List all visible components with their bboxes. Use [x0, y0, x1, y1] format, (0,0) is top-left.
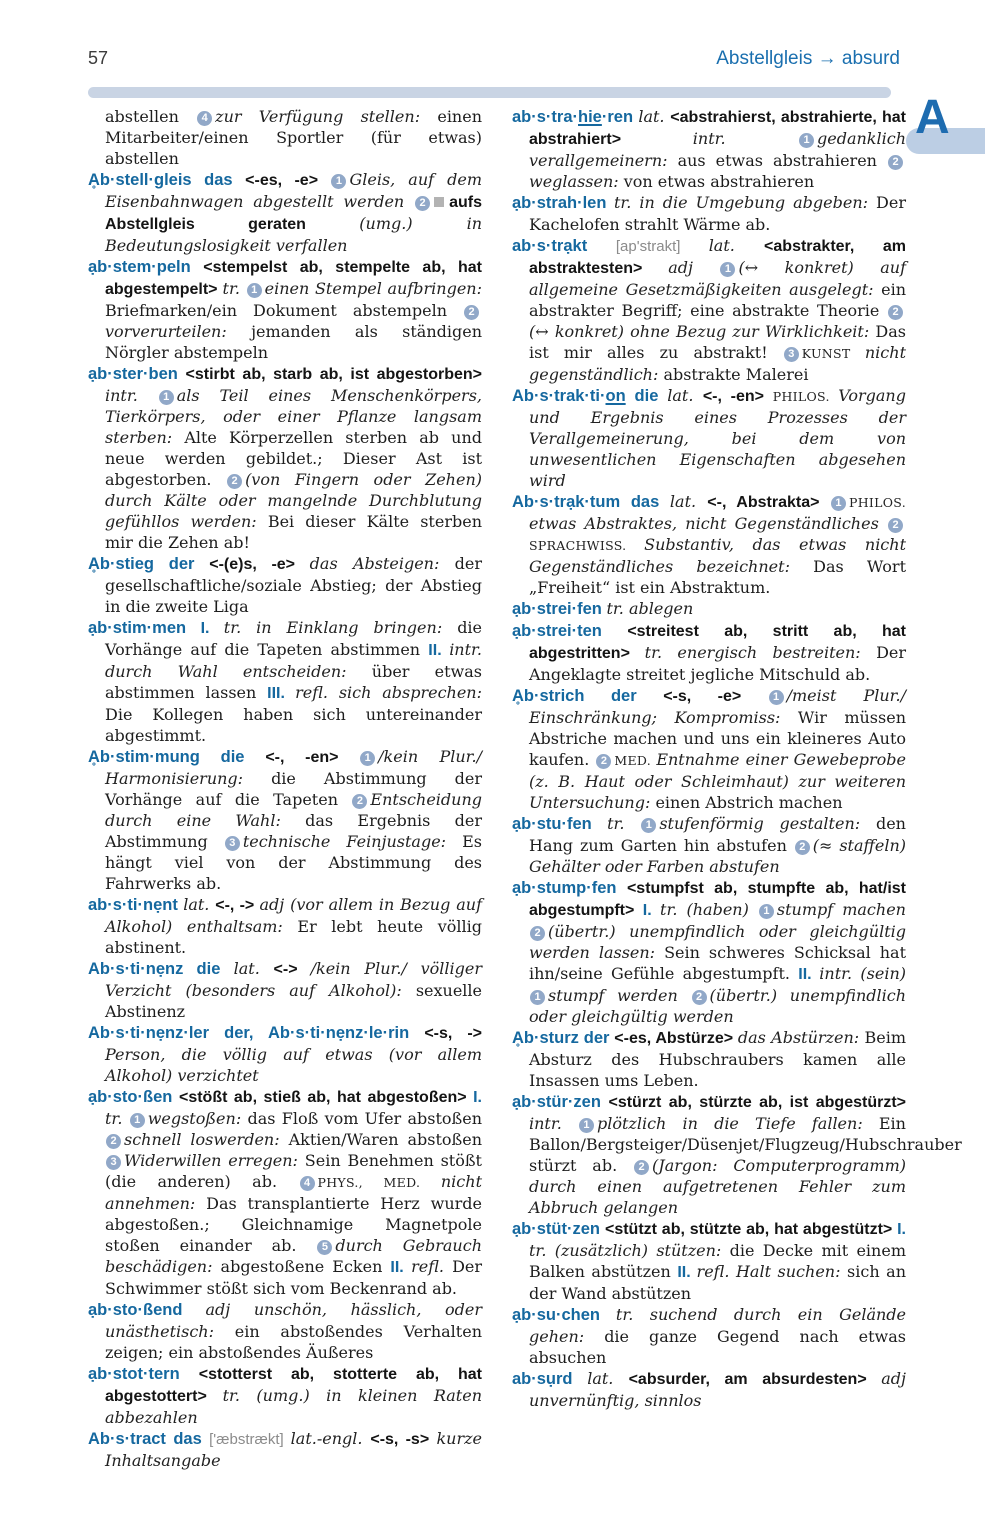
entry-text: refl.	[696, 1262, 736, 1281]
entry-text: einen Abstrich machen	[655, 793, 843, 812]
sense-number-badge: 2	[464, 305, 479, 320]
entry-text: II.	[798, 966, 820, 983]
dictionary-entry	[512, 1027, 906, 1091]
entry-text: über etwas abstimmen lassen	[105, 662, 482, 702]
entry-text: intr.	[529, 1114, 578, 1133]
entry-text: <-s, -e>	[663, 688, 768, 705]
entry-text: die	[220, 748, 266, 766]
entry-text: zur Verfügung stellen:	[215, 107, 438, 126]
entry-text: (umg.) in kleinen Raten abbezahlen	[105, 1386, 482, 1427]
dictionary-entry	[88, 363, 482, 553]
entry-text: durch Wahl entscheiden:	[105, 662, 372, 681]
entry-text: [ap'strakt]	[615, 238, 709, 255]
entry-text: Der Kachelofen strahlt Wärme ab.	[529, 193, 906, 234]
sense-number-badge: 4	[197, 111, 212, 126]
entry-text: technische Feinjustage:	[242, 832, 463, 851]
entry-text: <-, -en>	[702, 388, 773, 405]
entry-text: das Absteigen:	[309, 554, 455, 573]
entry-text: (↔ konkret) ohne Bezug zur Wirklichkeit:	[529, 322, 876, 341]
sense-number-badge: 1	[769, 690, 784, 705]
headword: Ab·s·trak·ti·	[512, 387, 606, 405]
headword: ạb·stump·fen	[512, 879, 627, 897]
entry-text: <-es, -e>	[245, 172, 331, 189]
entry-text: nicht gegenständlich:	[529, 343, 906, 384]
sense-number-badge: 1	[641, 818, 656, 833]
entry-text: (↔ konkret) auf allgemeine Gesetzmäßigkeiten ausgelegt:	[529, 258, 906, 299]
entry-text: die Abstimmung der Vorhänge auf die Tapeten	[105, 769, 483, 809]
entry-text: Vorgang und Ergebnis eines Prozesses der Verallgemeinerung, bei dem von unwesentlichen Eigenschaften abgesehen wird	[529, 386, 906, 490]
entry-text: Beim Absturz des Hubschraubers kamen alle Insassen ums Leben.	[529, 1028, 907, 1090]
entry-text: die Vorhänge auf die Tapeten abstimmen	[105, 618, 483, 659]
entry-text: ein abstrakter Begriff; eine abstrakte Theorie	[529, 280, 906, 320]
page-number: 57	[88, 48, 109, 68]
dictionary-entry	[88, 169, 482, 256]
entry-text: Es hängt viel von der Abstimmung des Fahrwerks ab.	[105, 832, 482, 893]
entry-text: sich an der Wand abstützen	[529, 1262, 907, 1303]
entry-text: einen Mitarbeiter/einen Sportler (für etwas) abstellen	[105, 107, 483, 168]
sense-number-badge: 3	[225, 836, 240, 851]
dictionary-entry	[88, 1299, 482, 1363]
headword: ab·s·trạkt	[512, 237, 616, 255]
sense-number-badge: 1	[720, 262, 735, 277]
entry-text: das	[630, 493, 670, 511]
entry-text: der	[610, 687, 664, 705]
entry-text: <stützt ab, stützte ab, hat abgestützt>	[604, 1221, 898, 1238]
entry-text: lat.	[638, 107, 671, 126]
entry-text: unschön, hässlich, oder unästhetisch:	[105, 1300, 483, 1341]
entry-text: lat.	[183, 895, 216, 914]
entry-text: <stirbt ab, starb ab, ist abgestorben>	[185, 366, 482, 383]
entry-text: Wir müssen Abstriche machen und uns ein kleineres Auto kaufen.	[529, 708, 906, 769]
entry-text: lat.	[667, 386, 703, 405]
entry-text: aufs Abstellgleis geraten	[105, 194, 482, 233]
dictionary-entry	[512, 106, 906, 192]
headword: hie	[578, 108, 602, 126]
entry-text: adj	[668, 258, 720, 277]
entry-text: <abstrakter, am abstraktesten>	[529, 238, 906, 277]
entry-text: tr.	[222, 279, 246, 298]
headword: Ḁb·stieg	[88, 555, 169, 573]
headword: ạb·stim·men	[88, 619, 201, 637]
entry-text: Das Wort „Freiheit“ ist ein Abstraktum.	[529, 557, 906, 597]
entry-text: Widerwillen erregen:	[124, 1151, 305, 1170]
headword: ạb·stüt·zen	[512, 1220, 605, 1238]
entry-text: Person, die völlig auf etwas (vor allem Alkohol) verzichtet	[105, 1045, 482, 1085]
sense-number-badge: 1	[831, 496, 846, 511]
entry-text: plötzlich in die Tiefe fallen:	[596, 1114, 879, 1133]
entry-text: <stößt ab, stieß ab, hat abgestoßen>	[178, 1089, 474, 1106]
dictionary-entry	[512, 1304, 906, 1368]
entry-text: durch Gebrauch beschädigen:	[105, 1236, 482, 1276]
entry-text: intr.	[449, 640, 483, 659]
entry-text: adj	[205, 1300, 254, 1319]
entry-text: <-s, -s>	[370, 1431, 437, 1448]
entry-text: <->	[273, 961, 311, 978]
dictionary-entry	[512, 685, 906, 813]
dictionary-entry	[512, 235, 906, 385]
headword: ab·sụrd	[512, 1370, 588, 1388]
dictionary-entry	[88, 256, 482, 363]
headword: ạb·strah·len	[512, 194, 614, 212]
sense-number-badge: 3	[784, 347, 799, 362]
dictionary-entry	[88, 617, 482, 746]
entry-text: /meist Plur./ Einschränkung; Kompromiss:	[529, 686, 906, 727]
entry-text: <-es, Abstürze>	[614, 1030, 738, 1047]
entry-text: Briefmarken/ein Dokument abstempeln	[105, 301, 463, 320]
entry-text: abstellen	[105, 107, 197, 126]
entry-text: Das ist mir alles zu abstrakt!	[529, 322, 906, 362]
entry-text: (Jargon: Computerprogramm) durch einen aufgetretenen Fehler zum Abbruch gelangen	[529, 1156, 906, 1217]
entry-text: tr.	[615, 1305, 650, 1324]
entry-text: PHYS., MED.	[317, 1175, 441, 1190]
entry-text: einen Stempel aufbringen:	[264, 279, 482, 298]
headword: ạb·sto·ßend	[88, 1301, 206, 1319]
entry-text: tr.	[222, 1386, 257, 1405]
entry-text: I.	[200, 620, 224, 637]
entry-text: lat.	[233, 959, 274, 978]
entry-text: die	[196, 960, 234, 978]
entry-text: stumpf machen	[776, 900, 906, 919]
entry-text: <absurder, am absurdesten>	[628, 1371, 882, 1388]
entry-text: wegstoßen:	[147, 1109, 248, 1128]
entry-text: nicht annehmen:	[105, 1172, 482, 1213]
entry-text: lat.	[708, 236, 765, 255]
entry-text: Sein Benehmen stößt (die anderen) ab.	[105, 1151, 482, 1191]
entry-text: sich absprechen:	[338, 683, 483, 702]
entry-text: <-, Abstrakta>	[707, 494, 830, 511]
entry-text: der gesellschaftliche/soziale Abstieg; der Abstieg in die zweite Liga	[105, 554, 483, 616]
entry-text: stumpf werden	[548, 986, 691, 1005]
entry-text: Sein schweres Schicksal hat ihn/seine Gefühle abgestumpft.	[529, 943, 906, 983]
sense-number-badge: 2	[888, 305, 903, 320]
entry-text: Alte Körperzellen sterben ab und neue werden gebildet.; Dieser Ast ist abgestorben.	[105, 428, 483, 489]
headword: Ab·s·ti·nẹnz·ler	[88, 1024, 225, 1042]
entry-text: kurze Inhaltsangabe	[105, 1429, 482, 1470]
entry-text: Die Kollegen haben sich untereinander abgestimmt.	[105, 705, 482, 745]
sense-number-badge: 2	[888, 518, 903, 533]
entry-text: (≈ staffeln) Gehälter oder Farben abstufen	[529, 836, 906, 876]
entry-text: intr.	[105, 386, 158, 405]
entry-text: von etwas abstrahieren	[623, 172, 815, 191]
entry-text: das	[204, 171, 246, 189]
idiom-square-icon	[434, 197, 444, 207]
entry-text: (übertr.) unempfindlich oder gleichgültig werden	[529, 986, 907, 1026]
dictionary-entry	[512, 1368, 906, 1411]
dictionary-entry	[512, 598, 906, 620]
headword: ạb·stür·zen	[512, 1093, 609, 1111]
entry-text: der	[168, 555, 210, 573]
entry-text: <-, -en>	[265, 749, 360, 766]
entry-text: stufenförmig gestalten:	[659, 814, 876, 833]
header-guide-words: Abstellgleis → absurd	[716, 48, 900, 69]
headword: Ab·s·ti·nẹnz	[88, 960, 197, 978]
sense-number-badge: 5	[317, 1240, 332, 1255]
headword: Ab·s·trạk·tum	[512, 493, 631, 511]
entry-text: <stempelst ab, stempelte ab, hat abgestempelt>	[105, 259, 482, 298]
entry-text: Bei dieser Kälte sterben mir die Zehen ab!	[105, 512, 482, 552]
entry-text: Aktien/Waren abstoßen	[288, 1130, 482, 1149]
dictionary-entry	[88, 1363, 482, 1428]
entry-text: die Decke mit einem Balken abstützen	[529, 1241, 906, 1281]
entry-text: sexuelle Abstinenz	[105, 981, 482, 1021]
entry-text: <-, ->	[215, 897, 260, 914]
sense-number-badge: 2	[106, 1134, 121, 1149]
entry-text: <stotterst ab, stotterte ab, hat abgestottert>	[105, 1366, 483, 1405]
entry-text: (übertr.) unempfindlich oder gleichgültig werden lassen:	[529, 922, 906, 962]
headword: ạb·stem·peln	[88, 258, 204, 276]
headword: ạb·stu·fen	[512, 815, 608, 833]
dictionary-entry	[88, 553, 482, 617]
sense-number-badge: 2	[530, 926, 545, 941]
entry-text: MED.	[614, 753, 657, 768]
entry-text: (von Fingern oder Zehen) durch Kälte oder mangelnde Durchblutung gefühllos werden:	[105, 470, 482, 531]
entry-text: Entnahme einer Gewebeprobe (z. B. Haut oder Schleimhaut) zur weiteren Untersuchung:	[529, 750, 906, 812]
entry-text: Der Schwimmer stößt sich vom Beckenrand ab.	[105, 1257, 483, 1298]
sense-number-badge: 1	[130, 1113, 145, 1128]
entry-text: Halt suchen:	[735, 1262, 848, 1281]
entry-text: ein abstoßendes Verhalten zeigen; ein abstoßendes Äußeres	[105, 1322, 482, 1362]
sense-number-badge: 2	[888, 155, 903, 170]
entry-text: II.	[428, 642, 450, 659]
dictionary-entry	[512, 1218, 906, 1304]
entry-text: die	[634, 387, 668, 405]
sense-number-badge: 2	[692, 990, 707, 1005]
entry-text: PHILOS.	[848, 495, 906, 510]
entry-text: Gleis, auf dem Eisenbahnwagen abgestellt werden	[105, 170, 482, 211]
entry-text: <-s, ->	[424, 1025, 482, 1042]
dictionary-entry	[512, 877, 906, 1027]
entry-text: <streitest ab, stritt ab, hat abgestritten>	[529, 623, 906, 662]
entry-text: gedanklich verallgemeinern:	[529, 129, 906, 170]
entry-text: tr.	[223, 618, 257, 637]
entry-text: das Ergebnis der Abstimmung	[105, 811, 483, 851]
entry-text: aus etwas abstrahieren	[677, 151, 887, 170]
sense-number-badge: 2	[415, 196, 430, 211]
headword: ab·s·tra·	[512, 108, 579, 126]
entry-text: Ein Ballon/Bergsteiger/Düsenjet/Flugzeug/Hubschrauber stürzt ab.	[529, 1114, 962, 1175]
headword: ạb·strei·ten	[512, 622, 628, 640]
dictionary-entry	[88, 746, 482, 894]
entry-text: Das transplantierte Herz wurde abgestoßen.; Gleichnamige Magnetpole stoßen einander ab.	[105, 1194, 482, 1255]
entry-text: (zusätzlich) stützen:	[554, 1241, 730, 1260]
entry-text: lat.	[587, 1369, 629, 1388]
entry-text: tr.	[529, 1241, 555, 1260]
headword: ạb·ster·ben	[88, 365, 186, 383]
entry-text: tr.	[644, 643, 678, 662]
entry-text: /kein Plur./ Harmonisierung:	[105, 747, 482, 788]
entry-text: <-(e)s, -e>	[209, 556, 310, 573]
sense-number-badge: 2	[227, 474, 242, 489]
entry-text: lat.-engl.	[290, 1429, 371, 1448]
dictionary-entry	[88, 106, 482, 169]
headword: ab·s·ti·nẹnt	[88, 896, 184, 914]
entry-text: /kein Plur./ völliger Verzicht (besonders auf Alkohol):	[105, 959, 482, 1000]
entry-text: energisch bestreiten:	[677, 643, 877, 662]
sense-number-badge: 2	[795, 840, 810, 855]
entry-text: tr.	[606, 599, 629, 618]
entry-text: die ganze Gegend nach etwas absuchen	[529, 1327, 906, 1367]
entry-text: (umg.) in Bedeutungslosigkeit verfallen	[105, 214, 482, 255]
sense-number-badge: 1	[360, 751, 375, 766]
entry-text: weglassen:	[529, 172, 624, 191]
entry-text: das Floß vom Ufer abstoßen	[247, 1109, 482, 1128]
dictionary-entry	[512, 491, 906, 598]
headword: ạb·sto·ßen	[88, 1088, 179, 1106]
sense-number-badge: 3	[106, 1155, 121, 1170]
letter-tab-label: A	[915, 91, 950, 144]
entry-text: tr.	[660, 900, 687, 919]
entry-text: intr.	[692, 129, 798, 148]
header-divider-bar	[88, 87, 891, 98]
sense-number-badge: 1	[530, 990, 545, 1005]
entry-text: ['æbstrækt]	[209, 1431, 291, 1448]
entry-text: adj	[881, 1369, 906, 1388]
entry-text: ablegen	[628, 599, 694, 618]
entry-columns	[88, 106, 962, 1471]
entry-text: I.	[642, 902, 661, 919]
entry-text: in die Umgebung abgeben:	[639, 193, 877, 212]
entry-text: intr.	[819, 964, 861, 983]
headword: ạb·stot·tern	[88, 1365, 199, 1383]
entry-text: refl.	[411, 1257, 453, 1276]
headword: Ab·s·tract	[88, 1430, 174, 1448]
sense-number-badge: 2	[596, 754, 611, 769]
entry-text: adj	[259, 895, 291, 914]
entry-text: tr.	[613, 193, 640, 212]
dictionary-entry	[88, 1086, 482, 1299]
dictionary-entry	[512, 620, 906, 685]
entry-text: den Hang zum Garten hin abstufen	[529, 814, 906, 855]
sense-number-badge: 1	[159, 390, 174, 405]
entry-text: refl.	[295, 683, 339, 702]
sense-number-badge: 4	[300, 1176, 315, 1191]
dictionary-entry	[512, 1091, 962, 1218]
entry-text: (sein)	[860, 964, 906, 983]
entry-text: <abstrahierst, abstrahierte, hat abstrahiert>	[529, 109, 907, 148]
sense-number-badge: 1	[579, 1118, 594, 1133]
entry-text: I.	[897, 1221, 906, 1238]
headword	[626, 387, 635, 405]
entry-text: II.	[390, 1259, 412, 1276]
column-left	[88, 106, 482, 1471]
dictionary-entry	[512, 192, 906, 235]
entry-text: jemanden als ständigen Nörgler abstempeln	[105, 322, 483, 362]
entry-text: das Abstürzen:	[737, 1028, 865, 1047]
entry-text: der	[583, 1029, 615, 1047]
entry-text: das	[173, 1430, 210, 1448]
entry-text: tr.	[105, 1109, 129, 1128]
entry-text: Er lebt heute völlig abstinent.	[105, 917, 482, 957]
dictionary-entry	[512, 813, 906, 877]
entry-text: Substantiv, das etwas nicht Gegenständliches bezeichnet:	[529, 535, 906, 576]
entry-text: PHILOS.	[772, 389, 839, 404]
dictionary-entry	[88, 958, 482, 1022]
entry-text: I.	[473, 1089, 482, 1106]
entry-text: unvernünftig, sinnlos	[529, 1391, 702, 1410]
entry-text: schnell loswerden:	[124, 1130, 289, 1149]
entry-text: etwas Abstraktes, nicht Gegenständliches	[529, 514, 887, 533]
entry-text: in Einklang bringen:	[256, 618, 458, 637]
headword: ạb·su·chen	[512, 1306, 616, 1324]
entry-text: vorverurteilen:	[105, 322, 252, 341]
entry-text: tr.	[607, 814, 641, 833]
headword: Ḁb·sturz	[512, 1029, 584, 1047]
entry-text: Entscheidung durch eine Wahl:	[105, 790, 482, 830]
entry-text: (vor allem in Bezug auf Alkohol) enthaltsam:	[105, 895, 482, 936]
entry-text: SPRACHWISS.	[529, 538, 645, 553]
entry-text: <stumpfst ab, stumpfte ab, hat/ist abgestumpft>	[529, 880, 906, 919]
headword: on	[605, 387, 626, 405]
headword: ·ren	[601, 108, 639, 126]
entry-text: der,	[224, 1024, 269, 1042]
dictionary-entry	[88, 1428, 482, 1471]
entry-text: suchend durch ein Gelände gehen:	[529, 1305, 906, 1346]
headword: Ab·s·ti·nẹnz·le·rin	[268, 1024, 425, 1042]
dictionary-entry	[88, 1022, 482, 1086]
entry-text: als Teil eines Menschenkörpers, Tierkörpers, oder einer Pflanze langsam sterben:	[105, 386, 482, 447]
dictionary-entry	[88, 894, 482, 958]
entry-text: <stürzt ab, stürzte ab, ist abgestürzt>	[608, 1094, 906, 1111]
entry-text: (haben)	[686, 900, 758, 919]
sense-number-badge: 2	[634, 1160, 649, 1175]
entry-text: III.	[267, 685, 296, 702]
column-right	[512, 106, 962, 1471]
entry-text: KUNST	[801, 346, 865, 361]
entry-text: II.	[677, 1264, 697, 1281]
headword: Ḁb·stim·mung	[88, 748, 221, 766]
headword: ạb·strei·fen	[512, 600, 607, 618]
sense-number-badge: 1	[247, 283, 262, 298]
entry-text: Der Angeklagte streitet jegliche Mitschuld ab.	[529, 643, 907, 684]
headword: Ḁb·strich	[512, 687, 611, 705]
entry-text: abstrakte Malerei	[663, 365, 809, 384]
headword: Ḁb·stell·gleis	[88, 171, 205, 189]
dictionary-entry	[512, 385, 906, 491]
sense-number-badge: 1	[759, 904, 774, 919]
sense-number-badge: 1	[799, 133, 814, 148]
entry-text: abgestoßene Ecken	[220, 1257, 391, 1276]
sense-number-badge: 1	[331, 174, 346, 189]
sense-number-badge: 2	[352, 794, 367, 809]
entry-text: lat.	[669, 492, 708, 511]
